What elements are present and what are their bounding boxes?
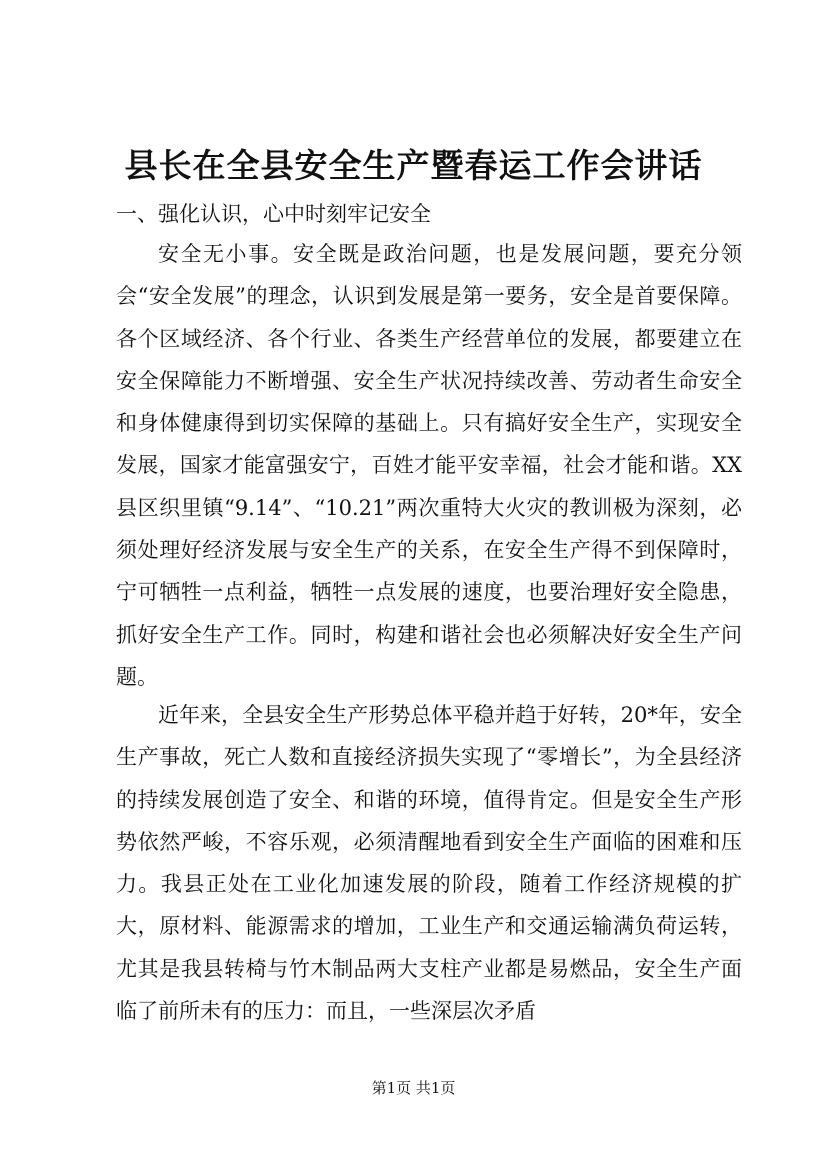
document-title: 县长在全县安全生产暨春运工作会讲话: [124, 146, 703, 185]
page-footer: 第1页 共1页: [371, 1079, 456, 1097]
section-heading: 一、强化认识，心中时刻牢记安全: [116, 202, 431, 226]
body-paragraph-1: 安全无小事。安全既是政治问题，也是发展问题，要充分领会“安全发展”的理念，认识到发展是第一要务，安全是首要保障。各个区域经济、各个行业、各类生产经营单位的发展，都要建立在安全保障能力不断增强、安全生产状况持续改善、劳动者生命安全和身体健康得到切实保障的基础上。只有搞好安全生产，实现安全发展，国家才能富强安宁，百姓才能平安幸福，社会才能和谐。XX县区织里镇“9.14”、“10.21”两次重特大火灾的教训极为深刻，必须处理好经济发展与安全生产的关系，在安全生产得不到保障时，宁可牺牲一点利益，牺牲一点发展的速度，也要治理好安全隐患，抓好安全生产工作。同时，构建和谐社会也必须解决好安全生产问题。: [116, 242, 742, 689]
body-paragraph-2: 近年来，全县安全生产形势总体平稳并趋于好转，20*年，安全生产事故，死亡人数和直接经济损失实现了“零增长”，为全县经济的持续发展创造了安全、和谐的环境，值得肯定。但是安全生产形势依然严峻，不容乐观，必须清醒地看到安全生产面临的困难和压力。我县正处在工业化加速发展的阶段，随着工作经济规模的扩大，原材料、能源需求的增加，工业生产和交通运输满负荷运转，尤其是我县转椅与竹木制品两大支柱产业都是易燃品，安全生产面临了前所未有的压力：而且，一些深层次矛盾: [116, 703, 742, 1024]
